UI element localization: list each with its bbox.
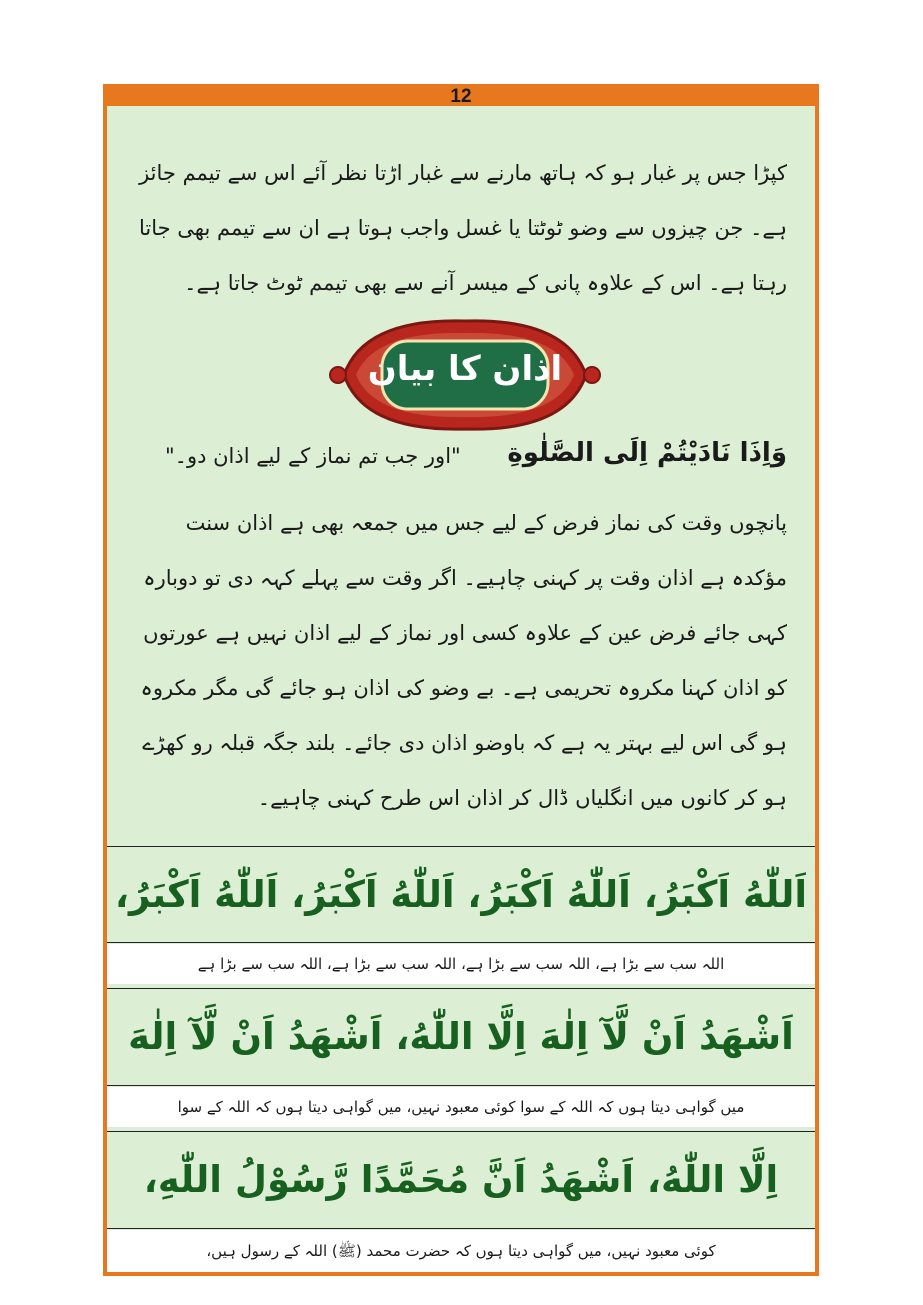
adhan-arabic-line-2: اَشْهَدُ اَنْ لَّآ اِلٰهَ اِلَّا اللّٰهُ، اَشْهَدُ اَنْ لَّآ اِلٰهَ bbox=[107, 988, 815, 1086]
section-title-banner bbox=[324, 313, 606, 438]
adhan-translation-line-2: میں گواہی دیتا ہوں کہ اللہ کے سوا کوئی معبود نہیں، میں گواہی دیتا ہوں کہ اللہ کے سوا bbox=[107, 1087, 815, 1127]
adhan-arabic-line-1: اَللّٰهُ اَكْبَرُ، اَللّٰهُ اَكْبَرُ، اَللّٰهُ اَكْبَرُ، اَللّٰهُ اَكْبَرُ، bbox=[107, 846, 815, 943]
section-title: اذان کا بیان bbox=[367, 349, 563, 389]
verse-arabic: وَاِذَا نَادَيْتُمْ اِلَى الصَّلٰوةِ bbox=[507, 438, 787, 468]
adhan-translation-line-1: اللہ سب سے بڑا ہے، اللہ سب سے بڑا ہے، اللہ سب سے بڑا ہے، اللہ سب سے بڑا ہے bbox=[107, 944, 815, 984]
page-frame bbox=[103, 84, 819, 1276]
adhan-arabic-line-3: اِلَّا اللّٰهُ، اَشْهَدُ اَنَّ مُحَمَّدًا رَّسُوْلُ اللّٰهِ، bbox=[107, 1131, 815, 1229]
verse-line bbox=[135, 438, 787, 488]
page-number: 12 bbox=[450, 86, 472, 107]
page-header-bar bbox=[107, 88, 815, 106]
adhan-translation-line-3: کوئی معبود نہیں، میں گواہی دیتا ہوں کہ حضرت محمد (ﷺ) اللہ کے رسول ہیں، bbox=[107, 1230, 815, 1272]
intro-paragraph: کپڑا جس پر غبار ہو کہ ہاتھ مارنے سے غبار اڑتا نظر آئے اس سے تیمم جائز ہے۔ جن چیزوں سے وضو ٹوٹتا یا غسل واجب ہوتا ہے ان سے تیمم بھی جاتا رہتا ہے۔ اس کے علاوہ پانی کے میسر آنے سے بھی تیمم ٹوٹ جاتا ہے۔ bbox=[138, 161, 787, 295]
verse-translation: "اور جب تم نماز کے لیے اذان دو۔" bbox=[165, 444, 461, 468]
main-paragraph: پانچوں وقت کی نماز فرض کے لیے جس میں جمعہ بھی ہے اذان سنت مؤکدہ ہے اذان وقت پر کہنی چاہیے۔ اگر وقت سے پہلے کہہ دی تو دوبارہ کہی جائے فرض عین کے علاوہ کسی اور نماز کے لیے اذان نہیں ہے عورتوں کو اذان کہنا مکروہ تحریمی ہے۔ بے وضو کی اذان ہو جائے گی مگر مکروہ ہو گی اس لیے بہتر یہ ہے کہ باوضو اذان دی جائے۔ بلند جگہ قبلہ رو کھڑے ہو کر کانوں میں انگلیاں ڈال کر اذان اس طرح کہنی چاہیے۔ bbox=[140, 511, 787, 810]
